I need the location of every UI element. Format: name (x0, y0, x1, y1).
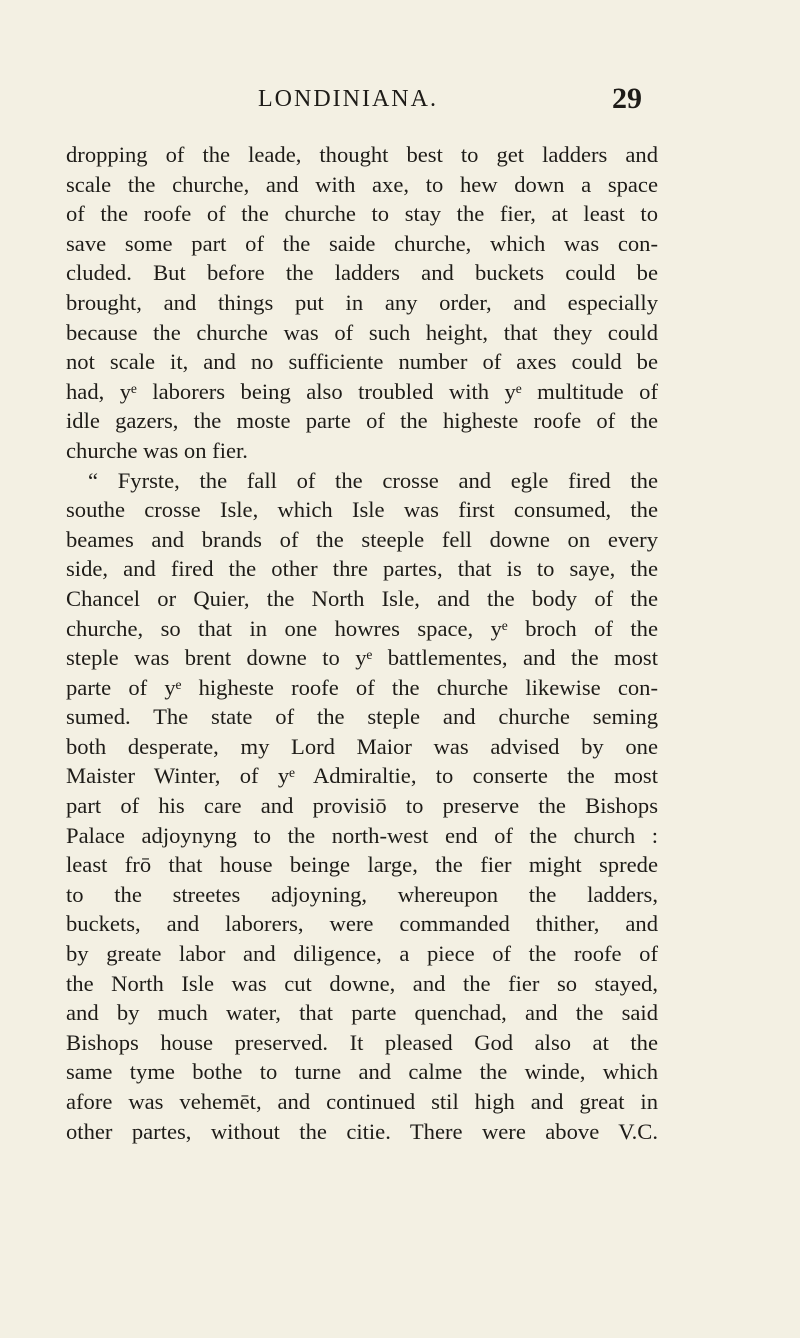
text-line: afore was vehemēt, and continued stil high and great in (66, 1089, 658, 1114)
text-line: Palace adjoynyng to the north-west end of the church : (66, 822, 658, 848)
text-line: and by much water, that parte quenchad, and the said (66, 1000, 658, 1026)
text-line: because the churche was of such height, that they could (66, 319, 658, 345)
text-line: sumed. The state of the steple and churche seming (66, 704, 658, 730)
text-line-paragraph-end: churche was on fier. (66, 437, 248, 463)
text-line: same tyme bothe to turne and calme the winde, which (66, 1059, 658, 1085)
body-text (66, 140, 658, 1146)
text-line: idle gazers, the moste parte of the higheste roofe of the (66, 408, 658, 434)
text-line: Maister Winter, of yᵉ Admiraltie, to conserte the most (66, 763, 658, 789)
text-line: churche, so that in one howres space, yᵉ broch of the (66, 615, 658, 641)
text-line: Chancel or Quier, the North Isle, and the body of the (66, 585, 658, 611)
text-line: of the roofe of the churche to stay the fier, at least to (66, 201, 658, 227)
running-title: LONDINIANA. (258, 86, 438, 112)
text-line-paragraph-start: “ Fyrste, the fall of the crosse and egle fired the (88, 467, 658, 493)
text-line: scale the churche, and with axe, to hew down a space (66, 171, 658, 197)
text-line: the North Isle was cut downe, and the fier so stayed, (66, 970, 658, 996)
text-line: by greate labor and diligence, a piece of the roofe of (66, 941, 658, 967)
text-line: to the streetes adjoyning, whereupon the ladders, (66, 881, 658, 907)
text-line: side, and fired the other thre partes, that is to saye, the (66, 556, 658, 582)
text-line: parte of yᵉ higheste roofe of the churche likewise con- (66, 674, 658, 700)
page-number: 29 (612, 82, 642, 115)
text-line: both desperate, my Lord Maior was advised by one (66, 733, 658, 759)
text-line: part of his care and provisiō to preserve the Bishops (66, 793, 658, 819)
text-line: least frō that house beinge large, the fier might sprede (66, 852, 658, 878)
text-line: brought, and things put in any order, and especially (66, 289, 658, 315)
text-line: Bishops house preserved. It pleased God also at the (66, 1029, 658, 1055)
text-line: save some part of the saide churche, which was con- (66, 230, 658, 256)
text-line: had, yᵉ laborers being also troubled with yᵉ multitude of (66, 378, 658, 404)
text-line: beames and brands of the steeple fell downe on every (66, 526, 658, 552)
running-head (0, 82, 800, 126)
text-line: buckets, and laborers, were commanded thither, and (66, 911, 658, 937)
text-line: cluded. But before the ladders and buckets could be (66, 260, 658, 286)
text-line: southe crosse Isle, which Isle was first consumed, the (66, 497, 658, 523)
text-line: steple was brent downe to yᵉ battlementes, and the most (66, 645, 658, 671)
text-line: other partes, without the citie. There were above V.C. (66, 1118, 658, 1144)
text-line: not scale it, and no sufficiente number of axes could be (66, 349, 658, 375)
text-line: dropping of the leade, thought best to get ladders and (66, 142, 658, 167)
